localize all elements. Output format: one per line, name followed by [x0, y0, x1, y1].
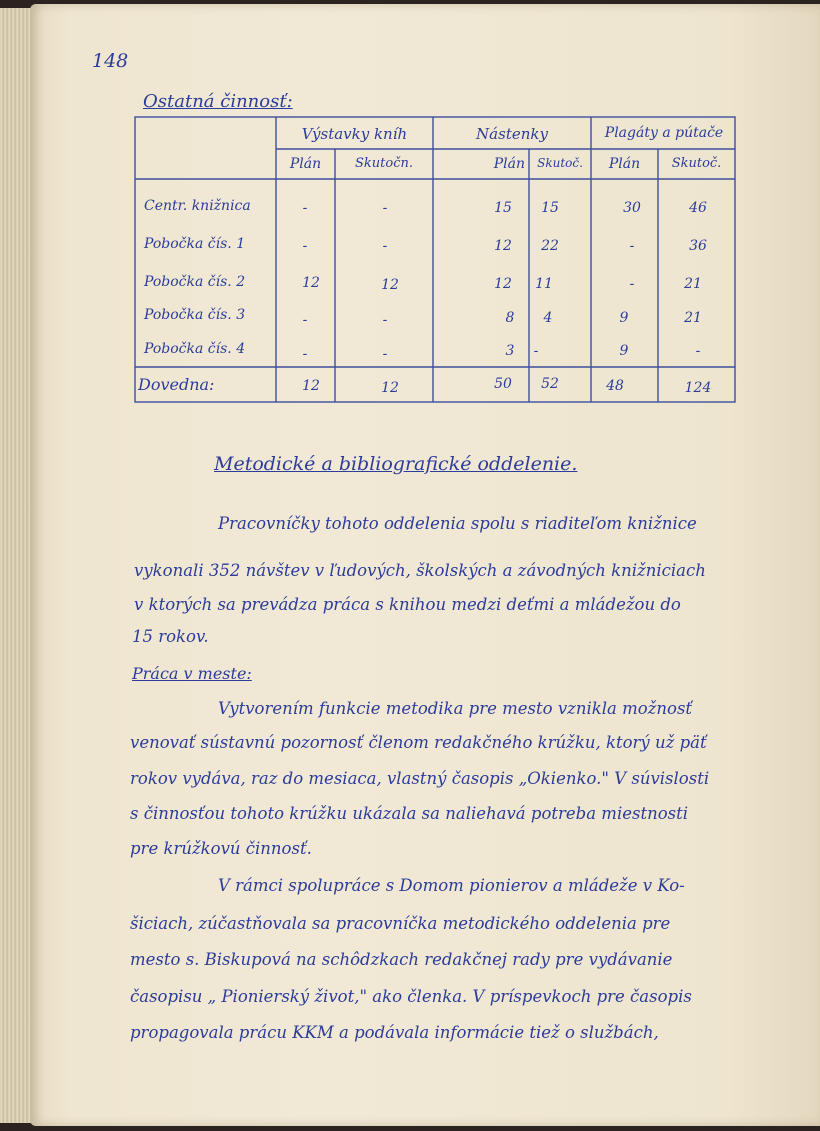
subheading-city-work: Práca v meste:	[132, 664, 252, 683]
subheader-actual-1: Skutočn.	[355, 156, 413, 171]
table-cell: -	[302, 200, 308, 216]
group-header-noticeboards: Nástenky	[476, 125, 548, 143]
table-cell: 12	[381, 277, 399, 293]
total-cell: 12	[302, 378, 320, 394]
section-title: Ostatná činnosť:	[143, 91, 293, 112]
table-cell: 30	[623, 200, 641, 216]
subheader-plan-3: Plán	[608, 156, 641, 172]
department-heading: Metodické a bibliografické oddelenie.	[214, 453, 578, 475]
paragraph-line: mesto s. Biskupová na schôdzkach redakčnej rady pre vydávanie	[130, 950, 673, 969]
subheader-plan-1: Plán	[289, 156, 322, 172]
table-cell: 9	[619, 343, 629, 359]
paragraph-line: 15 rokov.	[132, 627, 209, 646]
table-cell: 9	[619, 310, 629, 326]
table-cell: 46	[689, 200, 707, 216]
table-cell: 3	[505, 343, 515, 359]
paragraph-line: v ktorých sa prevádza práca s knihou medzi deťmi a mládežou do	[134, 595, 681, 614]
paragraph-line: pre krúžkovú činnosť.	[130, 839, 312, 858]
table-cell: 15	[541, 200, 559, 216]
table-cell: -	[382, 238, 388, 254]
paragraph-line: V rámci spolupráce s Domom pionierov a mládeže v Ko-	[218, 876, 685, 895]
paragraph-line: šiciach, zúčastňovala sa pracovníčka metodického oddelenia pre	[130, 914, 671, 933]
table-cell: 22	[541, 238, 559, 254]
table-cell: -	[533, 343, 539, 359]
subheader-actual-3: Skutoč.	[671, 156, 722, 171]
paragraph-line: vykonali 352 návštev v ľudových, školských a závodných knižniciach	[134, 561, 706, 580]
group-header-exhibitions: Výstavky kníh	[301, 125, 408, 143]
total-label: Dovedna:	[138, 375, 215, 394]
total-cell: 12	[381, 380, 399, 396]
table-cell: -	[695, 343, 701, 359]
total-cell: 50	[494, 376, 512, 392]
row-label: Pobočka čís. 4	[144, 341, 246, 357]
paragraph-line: Pracovníčky tohoto oddelenia spolu s riaditeľom knižnice	[218, 514, 697, 533]
row-label: Centr. knižnica	[144, 198, 251, 214]
total-cell: 124	[684, 380, 712, 396]
paragraph-line: Vytvorením funkcie metodika pre mesto vznikla možnosť	[218, 699, 693, 718]
table-cell: 4	[543, 310, 553, 326]
group-header-posters: Plagáty a pútače	[604, 125, 724, 141]
paragraph-line: propagovala prácu KKM a podávala informácie tiež o službách,	[130, 1023, 659, 1042]
table-cell: -	[302, 238, 308, 254]
table-cell: -	[382, 346, 388, 362]
subheader-actual-2: Skutoč.	[537, 156, 583, 170]
paragraph-line: časopisu „ Pionierský život," ako členka. V príspevkoch pre časopis	[130, 987, 692, 1006]
paragraph-line: s činnosťou tohoto krúžku ukázala sa naliehavá potreba miestnosti	[130, 804, 689, 823]
table-cell: 8	[505, 310, 515, 326]
paragraph-line: rokov vydáva, raz do mesiaca, vlastný časopis „Okienko." V súvislosti	[130, 769, 710, 788]
table-cell: -	[629, 238, 635, 254]
total-cell: 52	[541, 376, 559, 392]
table-cell: 12	[494, 276, 512, 292]
table-cell: -	[629, 276, 635, 292]
table-cell: 15	[494, 200, 512, 216]
row-label: Pobočka čís. 3	[144, 307, 246, 323]
table-cell: 11	[535, 276, 553, 292]
table-cell: 21	[684, 276, 702, 292]
table-cell: 12	[302, 275, 320, 291]
table-cell: 21	[684, 310, 702, 326]
subheader-plan-2: Plán	[493, 156, 525, 172]
table-cell: -	[302, 312, 308, 328]
paragraph-line: venovať sústavnú pozornosť členom redakčného krúžku, ktorý už päť	[130, 733, 707, 752]
table-cell: 36	[689, 238, 707, 254]
row-label: Pobočka čís. 1	[144, 236, 246, 252]
table-cell: -	[382, 200, 388, 216]
table-cell: -	[302, 346, 308, 362]
total-cell: 48	[606, 378, 624, 394]
page-number: 148	[92, 50, 129, 72]
row-label: Pobočka čís. 2	[144, 274, 246, 290]
table-cell: -	[382, 312, 388, 328]
table-cell: 12	[494, 238, 512, 254]
